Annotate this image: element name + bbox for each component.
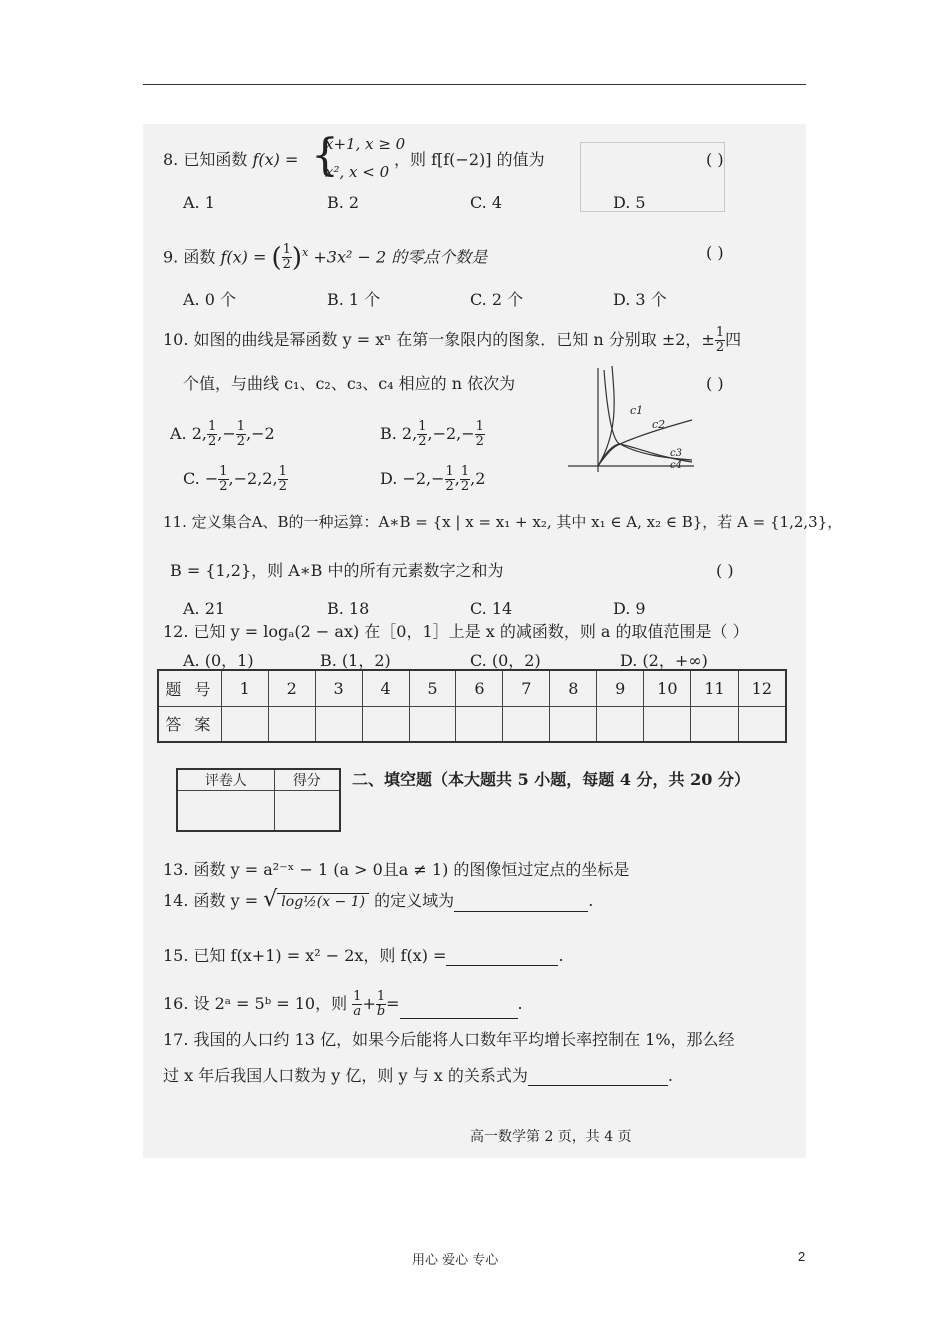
q12-option-d: D. (2，+∞) (620, 651, 708, 670)
answer-table-number: 2 (268, 670, 315, 706)
q11-option-b: B. 18 (327, 599, 370, 618)
q10-a-sep: ,− (217, 424, 236, 443)
section-2-title: 二、填空题（本大题共 5 小题，每题 4 分，共 20 分） (352, 770, 750, 789)
q10-d-sep: , (454, 469, 460, 488)
q9-half-den: 2 (282, 257, 291, 273)
q10-c-frac1-num: 1 (219, 464, 228, 479)
q10-b-frac2-den: 2 (475, 434, 484, 449)
q10-b-frac1 (417, 420, 427, 449)
bleed-through-box (580, 142, 725, 212)
grader-box (176, 768, 341, 832)
q15-answer-blank[interactable] (446, 949, 558, 966)
q10-b-text: B. 2, (380, 424, 418, 443)
answer-cell[interactable] (738, 706, 786, 742)
q15 (163, 946, 564, 966)
q14-suffix: 的定义域为 (374, 891, 455, 910)
q10-a-end: ,−2 (246, 424, 275, 443)
q16-frac1-num: 1 (353, 989, 362, 1004)
q10-a-frac2-den: 2 (236, 434, 246, 449)
q10-d-frac1-den: 2 (445, 479, 454, 494)
header-rule (143, 84, 806, 85)
q16-frac2-num: 1 (376, 989, 386, 1004)
answer-table (157, 669, 787, 743)
answer-table-number: 5 (409, 670, 456, 706)
q10-line1-end: 四 (725, 330, 742, 349)
q10-option-c (183, 465, 288, 494)
q10-c-frac2 (278, 465, 288, 494)
q8-case1: x+1, x ≥ 0 (325, 135, 406, 153)
q8-stem (163, 150, 298, 170)
q9-option-a: A. 0 个 (183, 290, 236, 309)
answer-table-number: 8 (550, 670, 597, 706)
q8-prefix: 8. 已知函数 (163, 150, 248, 169)
q10-half (715, 326, 725, 355)
answer-table-number: 10 (644, 670, 691, 706)
graph-label-c2: c2 (652, 418, 666, 431)
q10-b-frac1-num: 1 (418, 419, 427, 434)
q9-option-c: C. 2 个 (470, 290, 524, 309)
q10-line2: 个值，与曲线 c₁、c₂、c₃、c₄ 相应的 n 依次为 (183, 374, 516, 393)
answer-table-number: 9 (597, 670, 644, 706)
q14-radicand: log½(x − 1) (277, 893, 369, 910)
q10-d-text: D. −2,− (380, 469, 445, 488)
q12-option-a: A. (0，1) (183, 651, 254, 670)
answer-table-number: 11 (691, 670, 738, 706)
answer-cell[interactable] (644, 706, 691, 742)
q10-a-text: A. 2, (170, 424, 207, 443)
q10-b-frac1-den: 2 (418, 434, 427, 449)
answer-table-number: 12 (738, 670, 786, 706)
q8-option-d: D. 5 (613, 193, 646, 212)
q10-option-a (170, 420, 275, 449)
graph-label-c4: c4 (670, 460, 682, 471)
q9-half-num: 1 (282, 242, 291, 258)
q17-end: . (667, 1066, 673, 1085)
answer-cell[interactable] (503, 706, 550, 742)
q8-case2: x², x < 0 (325, 163, 390, 181)
q9-fx: f(x) = (220, 247, 267, 267)
q16-prefix: 16. 设 2ᵃ = 5ᵇ = 10，则 (163, 994, 348, 1013)
q10-line1-text: 10. 如图的曲线是幂函数 y = xⁿ 在第一象限内的图象．已知 n 分别取 ±2，± (163, 330, 715, 349)
q10-option-d (380, 465, 485, 494)
q10-a-frac2 (236, 420, 246, 449)
score-label: 得分 (274, 769, 340, 791)
answer-table-number: 6 (456, 670, 503, 706)
answer-table-number-row (158, 670, 786, 706)
grader-cell[interactable] (177, 791, 274, 831)
q12-stem: 12. 已知 y = logₐ(2 − ax) 在［0，1］上是 x 的减函数，则 a 的取值范围是（ ） (163, 622, 749, 641)
q10-c-text: C. − (183, 469, 219, 488)
q16 (163, 990, 523, 1019)
q10-a-frac2-num: 1 (236, 419, 246, 434)
q11-line1: 11. 定义集合A、B的一种运算：A∗B = {x | x = x₁ + x₂, 其中 x₁ ∈ A, x₂ ∈ B}，若 A = {1,2,3}， (163, 513, 843, 531)
q9-rparen: ) (291, 242, 303, 273)
q11-option-d: D. 9 (613, 599, 646, 618)
q16-eq: = (386, 994, 400, 1013)
q12-option-c: C. (0，2) (470, 651, 541, 670)
q16-frac2-den: b (376, 1004, 386, 1019)
q11-answer-paren: ( ) (716, 561, 734, 580)
q10-d-end: ,2 (470, 469, 486, 488)
answer-cell[interactable] (362, 706, 409, 742)
graph-label-c1: c1 (630, 404, 644, 417)
q9-option-d: D. 3 个 (613, 290, 667, 309)
q10-b-frac2-num: 1 (475, 419, 484, 434)
answer-cell[interactable] (221, 706, 268, 742)
q14-end: . (588, 891, 594, 910)
q14-prefix: 14. 函数 y = (163, 891, 259, 910)
q9-stem (163, 243, 487, 272)
q12-option-b: B. (1，2) (320, 651, 391, 670)
q10-d-frac2-den: 2 (460, 479, 470, 494)
q10-c-frac1-den: 2 (219, 479, 228, 494)
q17-line2 (163, 1066, 673, 1086)
answer-cell[interactable] (597, 706, 644, 742)
page-footer-slogan: 用心 爱心 专心 (412, 1253, 499, 1268)
q10-a-frac1-den: 2 (208, 434, 217, 449)
answer-table-answer-row (158, 706, 786, 742)
score-cell[interactable] (274, 791, 340, 831)
q8-option-a: A. 1 (183, 193, 215, 212)
q10-d-frac2 (460, 465, 470, 494)
q10-half-den: 2 (715, 340, 725, 355)
q13 (163, 860, 629, 880)
answer-cell[interactable] (691, 706, 738, 742)
q11-option-c: C. 14 (470, 599, 513, 618)
q9-option-b: B. 1 个 (327, 290, 381, 309)
q8-option-c: C. 4 (470, 193, 503, 212)
q10-line1 (163, 326, 741, 355)
q15-prefix: 15. 已知 f(x+1) = x² − 2x，则 f(x) = (163, 946, 447, 965)
sqrt-sign: √ (263, 887, 278, 912)
q8-suffix: ，则 f[f(−2)] 的值为 (394, 150, 545, 169)
q10-a-frac1 (207, 420, 217, 449)
q10-d-frac1-num: 1 (445, 464, 454, 479)
curve-c1 (598, 366, 614, 466)
q9-rest: +3x² − 2 的零点个数是 (313, 247, 488, 267)
q10-half-num: 1 (715, 325, 725, 340)
answer-table-number: 4 (362, 670, 409, 706)
q10-c-sep: ,−2,2, (228, 469, 278, 488)
q10-option-b (380, 420, 485, 449)
answer-cell[interactable] (315, 706, 362, 742)
curve-c3 (604, 370, 692, 460)
q16-frac-1-over-a (352, 990, 362, 1019)
answer-table-number: 3 (315, 670, 362, 706)
q17-line1: 17. 我国的人口约 13 亿，如果今后能将人口数年平均增长率控制在 1%，那么经 (163, 1030, 735, 1049)
q8-fx: f(x) = (252, 150, 299, 169)
q13-text: 13. 函数 y = a²⁻ˣ − 1 (a > 0且a ≠ 1) 的图像恒过定点的坐标是 (163, 860, 630, 879)
q10-d-frac2-num: 1 (460, 464, 470, 479)
page-number: 2 (798, 1249, 806, 1264)
q16-end: . (517, 994, 523, 1013)
q16-plus: + (362, 994, 376, 1013)
q8-option-b: B. 2 (327, 193, 360, 212)
q9-exponent: x (302, 246, 309, 259)
answer-cell[interactable] (268, 706, 315, 742)
q8-brace: { (311, 130, 339, 181)
answer-cell[interactable] (456, 706, 503, 742)
q14 (163, 887, 594, 912)
q9-prefix: 9. 函数 (163, 247, 216, 267)
q14-answer-blank[interactable] (454, 895, 588, 912)
scan-page-footer: 高一数学第 2 页，共 4 页 (470, 1129, 632, 1145)
q10-c-frac2-den: 2 (278, 479, 287, 494)
answer-table-number: 1 (221, 670, 268, 706)
q16-frac1-den: a (353, 1004, 362, 1019)
answer-table-number: 7 (503, 670, 550, 706)
q10-d-frac1 (445, 465, 455, 494)
q17-line2-text: 过 x 年后我国人口数为 y 亿，则 y 与 x 的关系式为 (163, 1066, 528, 1085)
q11-line2: B = {1,2}，则 A∗B 中的所有元素数字之和为 (170, 561, 504, 580)
graph-label-c3: c3 (670, 448, 682, 459)
q10-a-frac1-num: 1 (208, 419, 217, 434)
q16-frac-1-over-b (376, 990, 386, 1019)
q10-c-frac1 (218, 465, 228, 494)
q10-b-frac2 (475, 420, 485, 449)
q9-half-fraction (282, 243, 292, 272)
q9-lparen: ( (271, 242, 282, 273)
answer-cell[interactable] (550, 706, 597, 742)
answer-cell[interactable] (409, 706, 456, 742)
q15-end: . (558, 946, 564, 965)
q16-answer-blank[interactable] (400, 1002, 518, 1019)
q10-answer-paren: ( ) (706, 374, 724, 393)
q10-b-sep: ,−2,− (427, 424, 475, 443)
answer-table-question-header: 题 号 (158, 670, 221, 706)
q17-answer-blank[interactable] (528, 1069, 668, 1086)
q8-answer-paren: ( ) (706, 150, 724, 169)
power-function-graph (568, 362, 698, 474)
answer-table-answer-header: 答 案 (158, 706, 221, 742)
q10-c-frac2-num: 1 (278, 464, 287, 479)
q11-option-a: A. 21 (183, 599, 226, 618)
grader-label: 评卷人 (177, 769, 274, 791)
q9-answer-paren: ( ) (706, 243, 724, 262)
